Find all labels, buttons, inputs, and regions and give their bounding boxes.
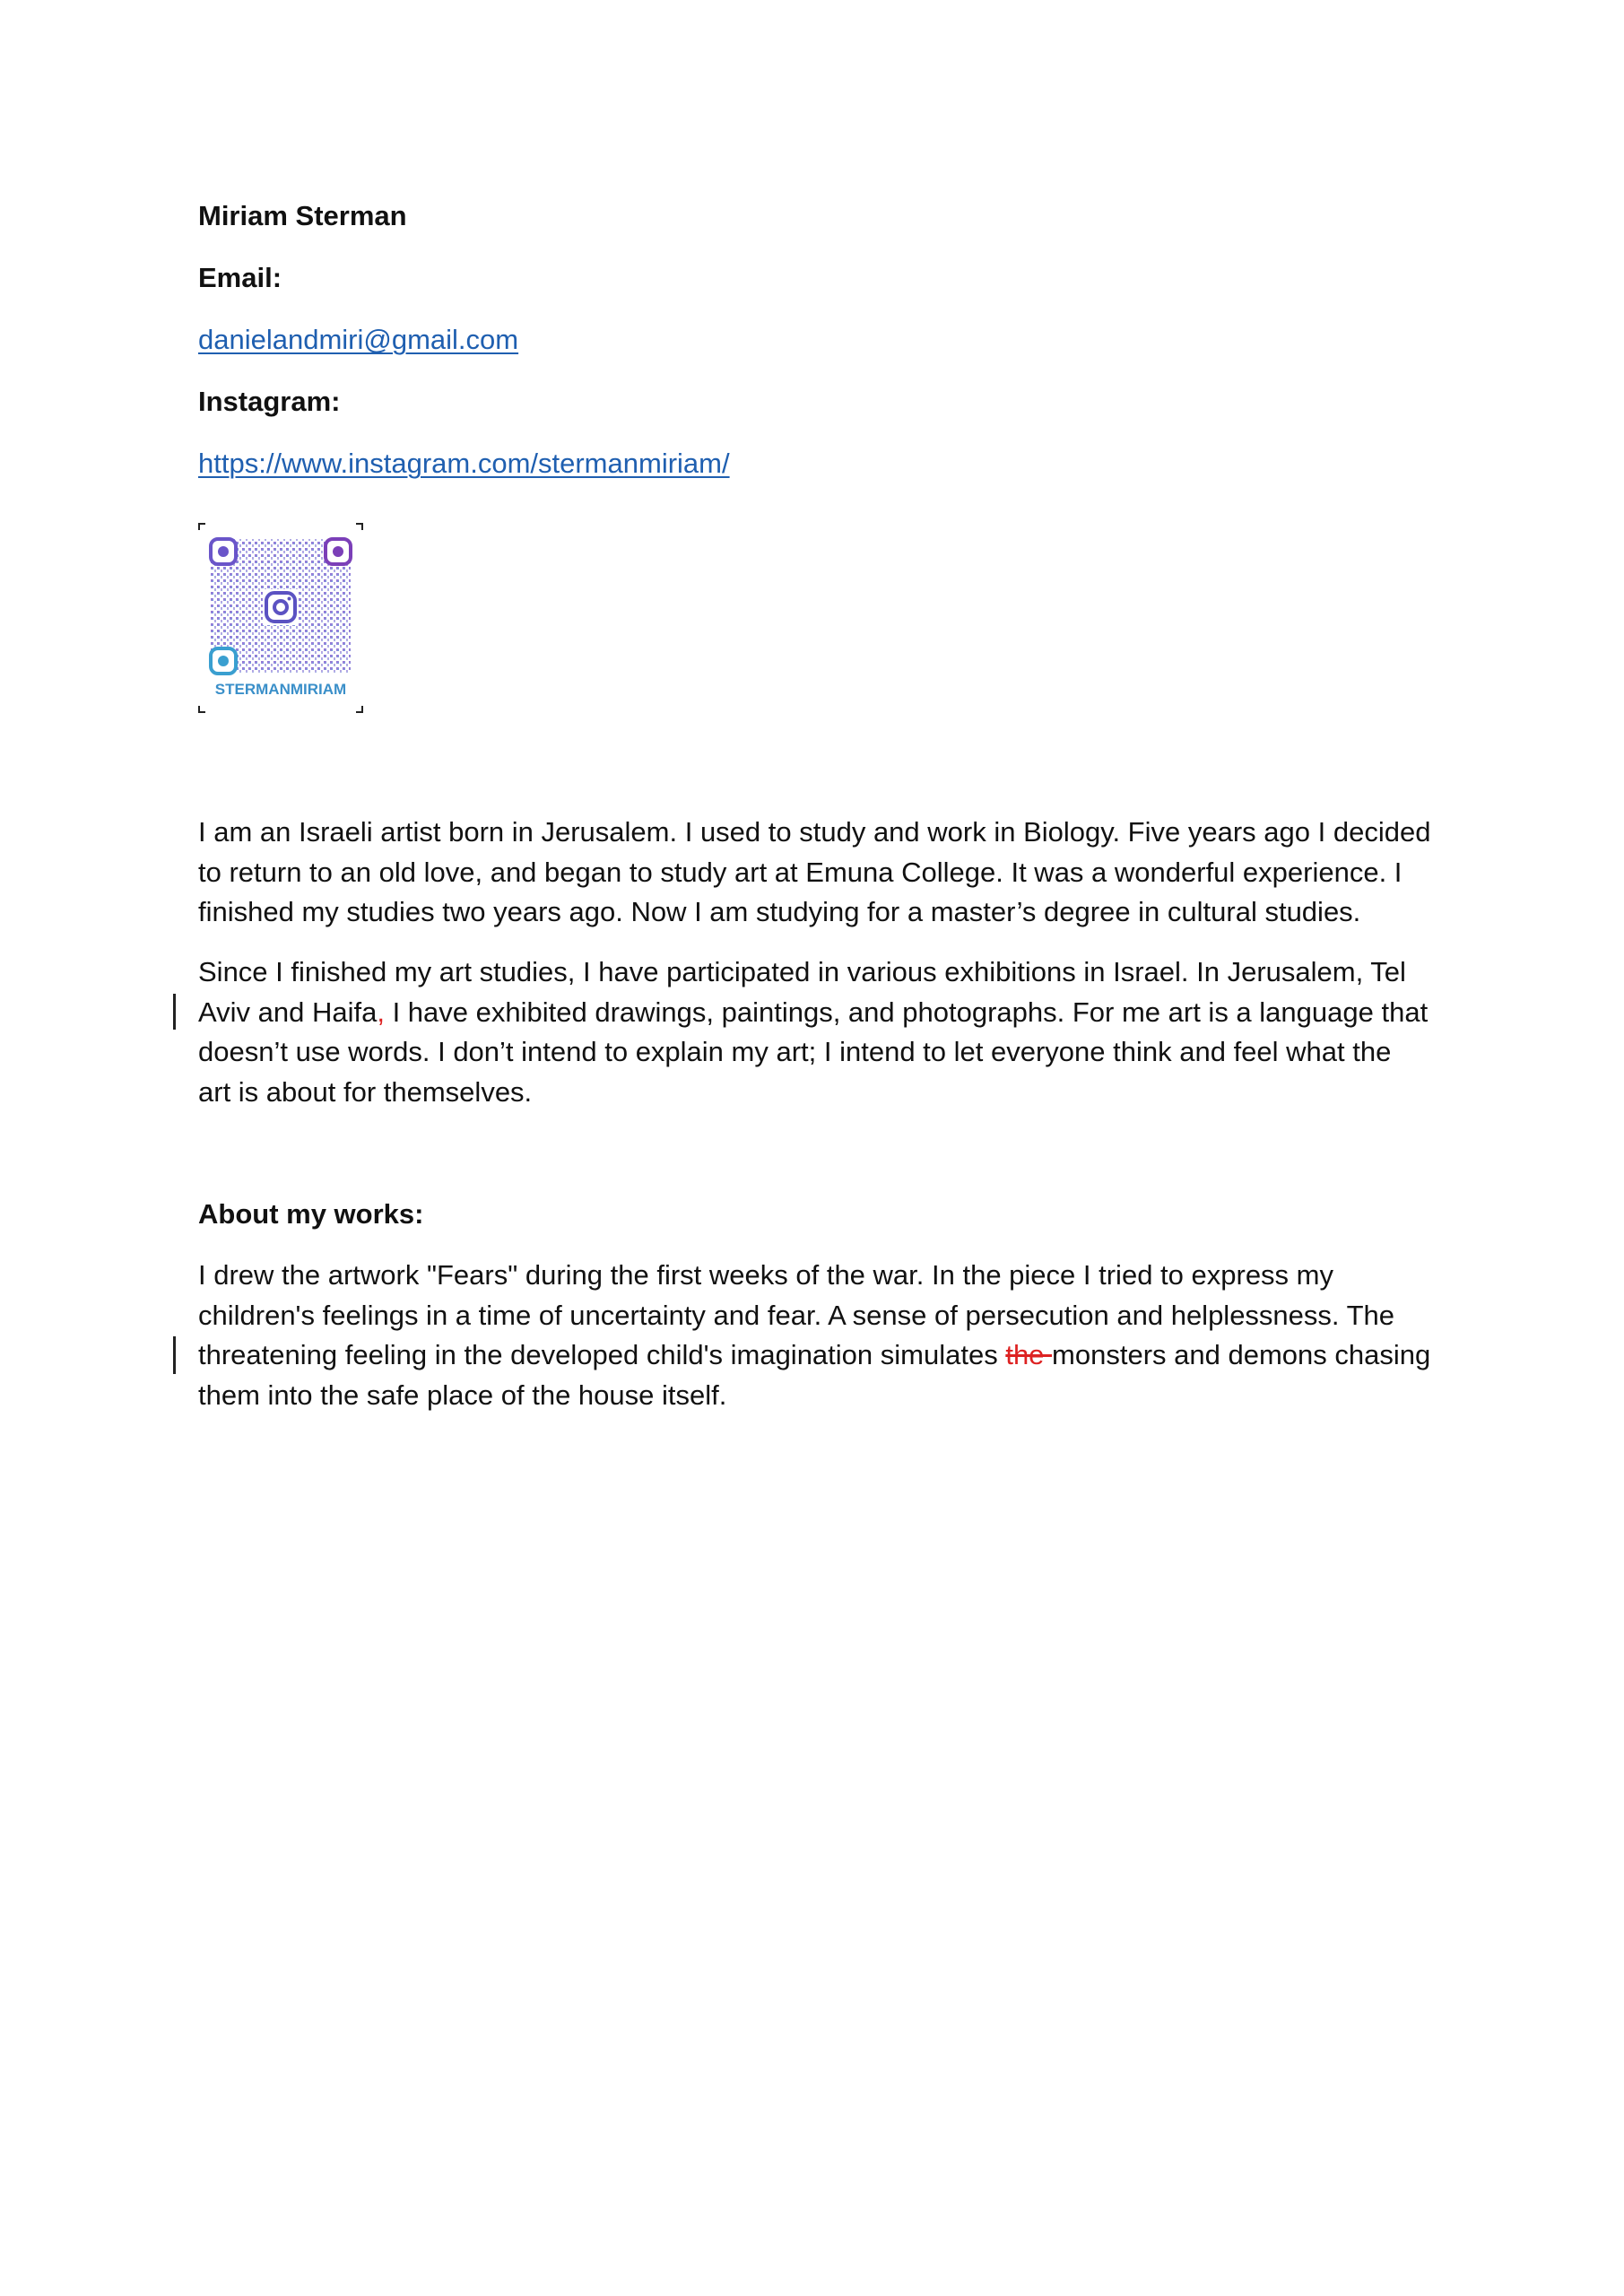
- paragraph-line: [198, 1335, 1430, 1376]
- qr-caption: STERMANMIRIAM: [214, 681, 347, 698]
- qr-corner: [198, 523, 205, 530]
- revision-change-bar: [173, 994, 176, 1030]
- text-run: monsters and demons chasing: [1052, 1339, 1431, 1370]
- email-link[interactable]: danielandmiri@gmail.com: [198, 324, 519, 355]
- text-run: threatening feeling in the developed child's imagination simulates: [198, 1339, 1006, 1370]
- works-heading: About my works:: [198, 1198, 424, 1230]
- tracked-deletion: the: [1005, 1339, 1053, 1370]
- qr-corner: [356, 706, 363, 713]
- paragraph-line: I drew the artwork "Fears" during the first weeks of the war. In the piece I tried to express my: [198, 1259, 1333, 1291]
- instagram-qr-code[interactable]: [198, 523, 363, 713]
- paragraph-line: them into the safe place of the house itself.: [198, 1378, 727, 1411]
- tracked-insertion: ,: [377, 996, 385, 1028]
- text-run: Aviv and Haifa: [198, 996, 378, 1028]
- paragraph-line: doesn’t use words. I don’t intend to explain my art; I intend to let everyone think and feel what the: [198, 1036, 1392, 1067]
- email-label: Email:: [198, 262, 282, 293]
- paragraph-line: art is about for themselves.: [198, 1075, 533, 1108]
- instagram-logo-icon: [263, 589, 299, 625]
- text-run: I have exhibited drawings, paintings, and photographs. For me art is a language that: [384, 996, 1429, 1028]
- bio-paragraph-1: [198, 813, 1430, 933]
- qr-corner: [198, 706, 205, 713]
- instagram-link[interactable]: https://www.instagram.com/stermanmiriam/: [198, 448, 730, 479]
- paragraph-line: Since I finished my art studies, I have participated in various exhibitions in Israel. In Jerusalem, Tel: [198, 956, 1406, 987]
- qr-finder-bottom-left: [211, 648, 236, 674]
- qr-finder-top-left: [211, 539, 236, 564]
- paragraph-line: [198, 993, 1428, 1033]
- bio-paragraph-2: [198, 952, 1428, 1112]
- paragraph-line: I am an Israeli artist born in Jerusalem. I used to study and work in Biology. Five years ago I decided: [198, 816, 1431, 848]
- works-paragraph: [198, 1256, 1430, 1415]
- paragraph-line: to return to an old love, and began to study art at Emuna College. It was a wonderful experience. I: [198, 856, 1403, 888]
- paragraph-line: finished my studies two years ago. Now I am studying for a master’s degree in cultural studies.: [198, 896, 1361, 927]
- qr-corner: [356, 523, 363, 530]
- revision-change-bar: [173, 1336, 176, 1374]
- author-name: Miriam Sterman: [198, 200, 407, 231]
- instagram-label: Instagram:: [198, 386, 341, 417]
- qr-finder-top-right: [326, 539, 351, 564]
- paragraph-line: children's feelings in a time of uncertainty and fear. A sense of persecution and helplessness. The: [198, 1299, 1394, 1331]
